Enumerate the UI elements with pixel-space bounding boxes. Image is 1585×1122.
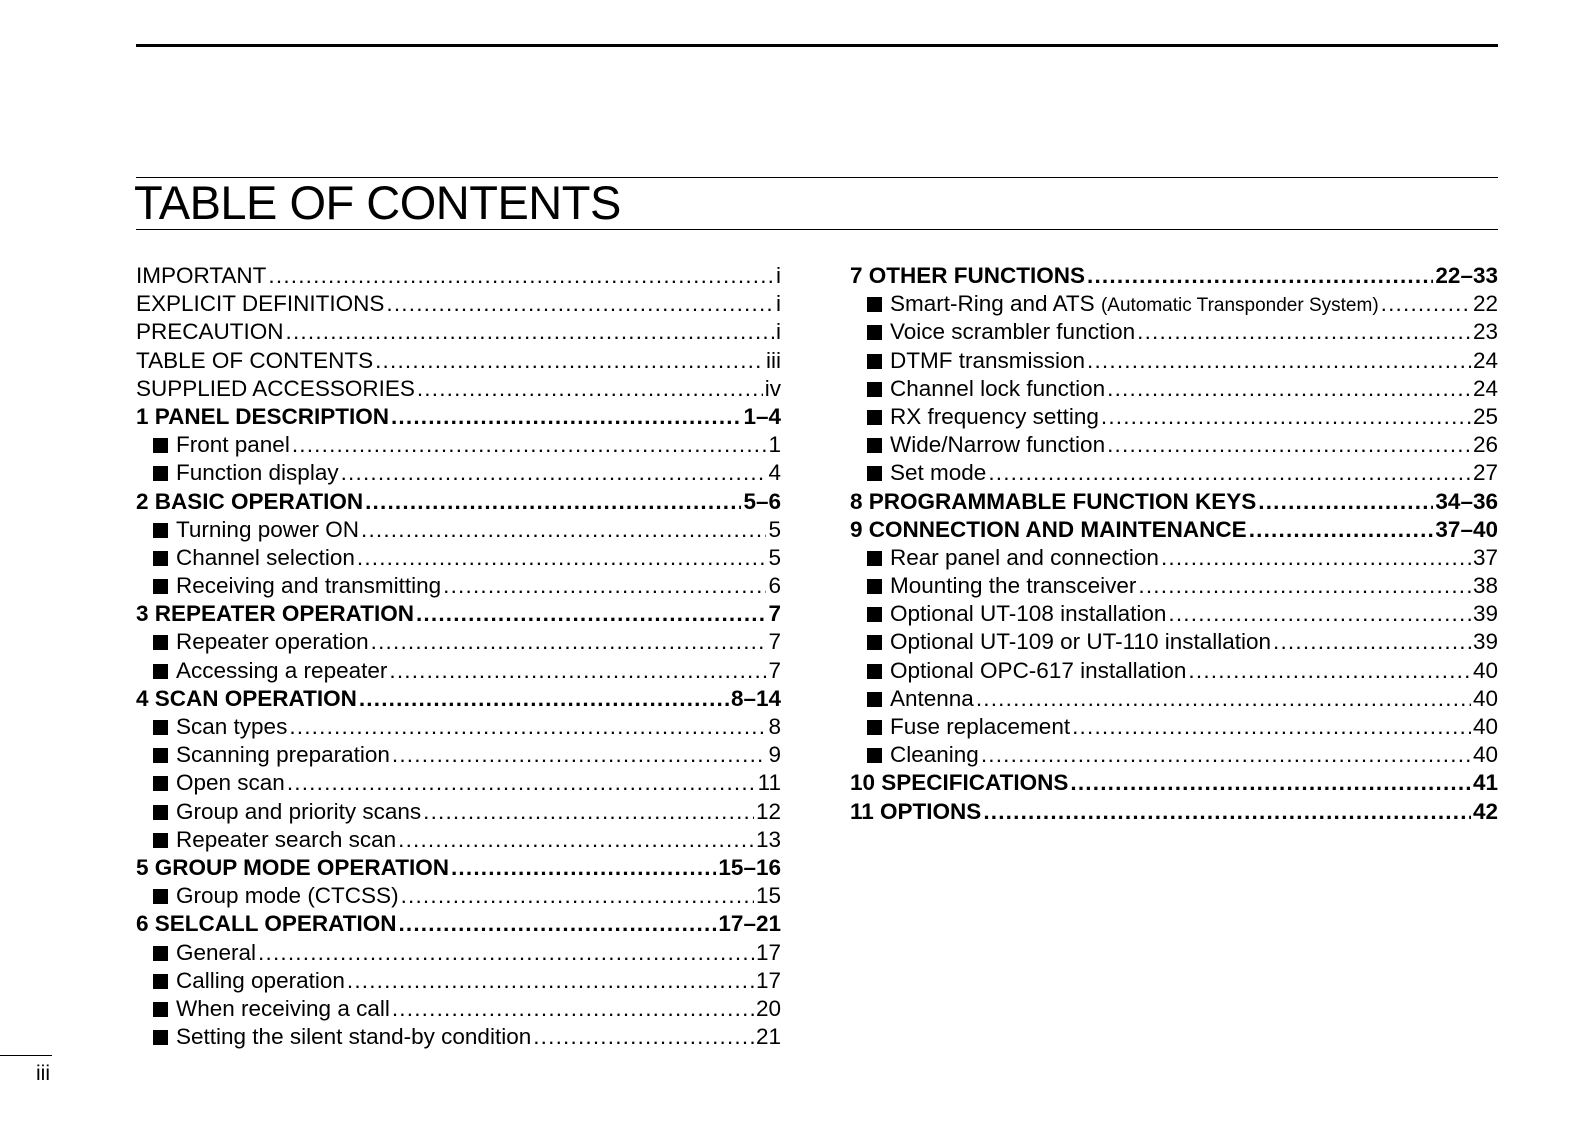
toc-page-number: 11	[757, 770, 781, 796]
square-bullet-icon	[153, 579, 168, 594]
toc-page-number: 38	[1472, 573, 1498, 599]
dot-leader	[1381, 290, 1471, 318]
toc-section-entry[interactable]	[850, 572, 1498, 600]
toc-page-number: 8–14	[730, 685, 781, 711]
dot-leader	[392, 995, 754, 1023]
square-bullet-icon	[867, 382, 882, 397]
toc-entry-label: 2 BASIC OPERATION	[136, 488, 364, 514]
toc-entry-label: Setting the silent stand-by condition	[176, 1024, 532, 1050]
toc-page-number: 24	[1472, 375, 1498, 401]
toc-entry-label: Wide/Narrow function	[890, 432, 1106, 458]
toc-page-number: 5–6	[743, 488, 781, 514]
toc-section-entry[interactable]	[136, 628, 781, 656]
dot-leader	[1258, 488, 1433, 516]
toc-entry-label: SUPPLIED ACCESSORIES	[136, 375, 415, 401]
toc-page-number: 21	[755, 1024, 781, 1050]
square-bullet-icon	[867, 692, 882, 707]
dot-leader	[286, 318, 774, 346]
dot-leader	[401, 882, 754, 910]
square-bullet-icon	[867, 410, 882, 425]
toc-section-entry[interactable]	[136, 713, 781, 741]
toc-page-number: 41	[1472, 770, 1498, 796]
toc-page-number: 39	[1472, 629, 1498, 655]
toc-entry-label: IMPORTANT	[136, 263, 267, 288]
toc-entry-label: TABLE OF CONTENTS	[136, 347, 374, 373]
square-bullet-icon	[153, 1002, 168, 1017]
square-bullet-icon	[153, 664, 168, 679]
dot-leader	[1161, 544, 1471, 572]
toc-page-number: 37	[1472, 544, 1498, 570]
toc-entry-label: Cleaning	[890, 742, 979, 768]
dot-leader	[292, 431, 767, 459]
dot-leader	[289, 713, 766, 741]
toc-entry-label: RX frequency setting	[890, 403, 1099, 429]
toc-chapter-entry[interactable]	[136, 910, 781, 938]
toc-entry-label: Mounting the transceiver	[890, 573, 1137, 599]
toc-page-number: 27	[1472, 460, 1498, 486]
dot-leader	[357, 544, 767, 572]
toc-entry-label: 8 PROGRAMMABLE FUNCTION KEYS	[850, 488, 1257, 514]
toc-entry-label: Calling operation	[176, 967, 345, 993]
toc-section-entry[interactable]	[850, 375, 1498, 403]
square-bullet-icon	[867, 635, 882, 650]
dot-leader	[389, 657, 766, 685]
toc-section-entry[interactable]	[850, 628, 1498, 656]
dot-leader	[365, 488, 741, 516]
toc-entry-label: 6 SELCALL OPERATION	[136, 911, 397, 937]
dot-leader	[983, 798, 1471, 826]
toc-section-entry[interactable]	[136, 657, 781, 685]
dot-leader	[386, 290, 774, 318]
toc-section-entry[interactable]	[136, 995, 781, 1023]
toc-front-entry[interactable]	[136, 375, 781, 403]
toc-chapter-entry[interactable]	[850, 488, 1498, 516]
toc-section-entry[interactable]	[850, 459, 1498, 487]
toc-section-entry[interactable]	[136, 516, 781, 544]
square-bullet-icon	[153, 1030, 168, 1045]
toc-entry-label: Scan types	[176, 714, 288, 739]
square-bullet-icon	[153, 720, 168, 735]
dot-leader	[258, 939, 754, 967]
dot-leader	[1273, 628, 1471, 656]
dot-leader	[268, 262, 774, 290]
toc-page-number: 12	[755, 798, 781, 824]
toc-section-entry[interactable]	[136, 967, 781, 995]
toc-entry-label: DTMF transmission	[890, 347, 1086, 373]
toc-section-entry[interactable]	[850, 544, 1498, 572]
toc-page-number: 40	[1472, 714, 1498, 739]
toc-page-number: i	[776, 319, 781, 345]
toc-page-number: i	[776, 291, 781, 317]
toc-entry-label: Channel selection	[176, 544, 355, 570]
page-number: iii	[36, 1062, 50, 1085]
dot-leader	[1138, 572, 1471, 600]
toc-page-number: 26	[1472, 432, 1498, 458]
toc-entry-label: General	[176, 939, 257, 965]
dot-leader	[1072, 713, 1471, 741]
square-bullet-icon	[867, 720, 882, 735]
toc-page-number: 1–4	[743, 403, 781, 429]
toc-section-entry[interactable]	[136, 939, 781, 967]
toc-page-number: 25	[1472, 403, 1498, 429]
toc-entry-label: 7 OTHER FUNCTIONS	[850, 263, 1086, 288]
toc-entry-note: (Automatic Transponder System)	[1100, 295, 1379, 317]
toc-chapter-entry[interactable]	[850, 262, 1498, 290]
footer-rule	[0, 1055, 52, 1056]
toc-page-number: 39	[1472, 601, 1498, 627]
toc-front-entry[interactable]	[136, 290, 781, 318]
toc-right-column	[850, 262, 1498, 826]
dot-leader	[1188, 657, 1471, 685]
dot-leader	[981, 741, 1471, 769]
toc-page-number: iii	[766, 347, 781, 373]
toc-page-number: 22–33	[1435, 263, 1498, 288]
dot-leader	[423, 798, 754, 826]
title-rule-bottom	[136, 229, 1498, 230]
toc-entry-label: Smart-Ring and ATS	[890, 291, 1095, 317]
toc-section-entry[interactable]	[136, 882, 781, 910]
toc-section-entry[interactable]	[136, 544, 781, 572]
dot-leader	[347, 967, 754, 995]
toc-entry-label: When receiving a call	[176, 995, 390, 1021]
square-bullet-icon	[153, 551, 168, 566]
toc-page-number: 24	[1472, 347, 1498, 373]
toc-entry-label: EXPLICIT DEFINITIONS	[136, 291, 385, 317]
toc-section-entry[interactable]	[136, 431, 781, 459]
dot-leader	[988, 459, 1471, 487]
square-bullet-icon	[153, 805, 168, 820]
toc-chapter-entry[interactable]	[136, 854, 781, 882]
toc-left-column	[136, 262, 781, 1051]
toc-entry-label: Open scan	[176, 770, 285, 796]
dot-leader	[371, 628, 767, 656]
toc-section-entry[interactable]	[850, 318, 1498, 346]
toc-page-number: 40	[1472, 742, 1498, 768]
toc-page-number: 1	[768, 432, 781, 458]
toc-page-number: 4	[768, 460, 781, 486]
dot-leader	[1101, 403, 1471, 431]
dot-leader	[533, 1023, 754, 1051]
toc-page-number: 8	[768, 714, 781, 739]
toc-entry-label: 9 CONNECTION AND MAINTENANCE	[850, 516, 1247, 542]
toc-entry-label: Antenna	[890, 685, 974, 711]
toc-entry-label: Set mode	[890, 460, 987, 486]
toc-front-entry[interactable]	[136, 347, 781, 375]
toc-entry-label: Function display	[176, 460, 339, 486]
toc-section-entry[interactable]	[850, 431, 1498, 459]
toc-page-number: 17	[755, 939, 781, 965]
toc-page-number: 15	[755, 883, 781, 909]
toc-entry-label: 5 GROUP MODE OPERATION	[136, 854, 449, 880]
toc-front-entry[interactable]	[136, 262, 781, 290]
toc-page-number: 17–21	[718, 911, 781, 937]
dot-leader	[1107, 431, 1471, 459]
toc-entry-label: Repeater operation	[176, 629, 369, 655]
toc-entry-label: Receiving and transmitting	[176, 573, 442, 599]
toc-page-number: 9	[768, 742, 781, 768]
page-title: TABLE OF CONTENTS	[134, 176, 621, 229]
dot-leader	[417, 375, 763, 403]
toc-page-number: 15–16	[718, 854, 781, 880]
toc-page-number: 42	[1472, 798, 1498, 824]
toc-page-number: 23	[1472, 319, 1498, 345]
square-bullet-icon	[153, 523, 168, 538]
square-bullet-icon	[153, 833, 168, 848]
toc-chapter-entry[interactable]	[136, 403, 781, 431]
toc-entry-label: Voice scrambler function	[890, 319, 1136, 345]
dot-leader	[976, 685, 1471, 713]
toc-chapter-entry[interactable]	[850, 516, 1498, 544]
dot-leader	[1087, 347, 1471, 375]
toc-entry-label: Turning power ON	[176, 516, 359, 542]
toc-page-number: 5	[768, 544, 781, 570]
toc-section-entry[interactable]	[850, 600, 1498, 628]
square-bullet-icon	[153, 974, 168, 989]
toc-entry-label: 11 OPTIONS	[850, 798, 982, 824]
dot-leader	[398, 826, 754, 854]
toc-section-entry[interactable]	[136, 741, 781, 769]
toc-page-number: iv	[764, 375, 781, 401]
square-bullet-icon	[867, 551, 882, 566]
square-bullet-icon	[153, 889, 168, 904]
toc-section-entry[interactable]	[850, 657, 1498, 685]
square-bullet-icon	[153, 776, 168, 791]
dot-leader	[443, 572, 766, 600]
toc-entry-label: Rear panel and connection	[890, 544, 1159, 570]
header-rule	[136, 44, 1498, 47]
toc-page-number: 22	[1472, 291, 1498, 317]
toc-entry-label: 4 SCAN OPERATION	[136, 685, 357, 711]
toc-section-entry[interactable]	[850, 685, 1498, 713]
square-bullet-icon	[867, 354, 882, 369]
square-bullet-icon	[867, 748, 882, 763]
toc-page-number: 40	[1472, 685, 1498, 711]
toc-section-entry[interactable]	[850, 290, 1498, 318]
toc-chapter-entry[interactable]	[850, 798, 1498, 826]
toc-page-number: 34–36	[1435, 488, 1498, 514]
toc-section-entry[interactable]	[850, 347, 1498, 375]
toc-page-number: 37–40	[1435, 516, 1498, 542]
toc-page-number: 40	[1472, 657, 1498, 683]
toc-entry-label: Channel lock function	[890, 375, 1106, 401]
dot-leader	[1070, 769, 1471, 797]
dot-leader	[341, 459, 767, 487]
square-bullet-icon	[867, 579, 882, 594]
square-bullet-icon	[867, 297, 882, 312]
toc-entry-label: 1 PANEL DESCRIPTION	[136, 403, 389, 429]
toc-section-entry[interactable]	[850, 713, 1498, 741]
toc-section-entry[interactable]	[136, 459, 781, 487]
toc-page-number: 6	[768, 573, 781, 599]
toc-front-entry[interactable]	[136, 318, 781, 346]
toc-page-number: 17	[755, 967, 781, 993]
toc-entry-label: Optional OPC-617 installation	[890, 657, 1187, 683]
square-bullet-icon	[153, 748, 168, 763]
dot-leader	[1249, 516, 1434, 544]
toc-page-number: 7	[768, 657, 781, 683]
dot-leader	[1107, 375, 1471, 403]
dot-leader	[391, 403, 741, 431]
dot-leader	[361, 516, 766, 544]
toc-chapter-entry[interactable]	[136, 600, 781, 628]
toc-chapter-entry[interactable]	[136, 685, 781, 713]
square-bullet-icon	[867, 466, 882, 481]
toc-page-number: i	[776, 263, 781, 288]
toc-chapter-entry[interactable]	[136, 488, 781, 516]
dot-leader	[359, 685, 729, 713]
dot-leader	[375, 347, 764, 375]
toc-entry-label: PRECAUTION	[136, 319, 284, 345]
toc-entry-label: Group mode (CTCSS)	[176, 883, 399, 909]
square-bullet-icon	[867, 438, 882, 453]
toc-entry-label: Optional UT-109 or UT-110 installation	[890, 629, 1272, 655]
square-bullet-icon	[867, 325, 882, 340]
square-bullet-icon	[153, 946, 168, 961]
toc-entry-label: 3 REPEATER OPERATION	[136, 601, 414, 627]
toc-entry-label: Accessing a repeater	[176, 657, 388, 683]
toc-entry-label: Fuse replacement	[890, 714, 1071, 739]
dot-leader	[451, 854, 716, 882]
dot-leader	[1168, 600, 1471, 628]
toc-section-entry[interactable]	[136, 769, 781, 797]
dot-leader	[416, 600, 767, 628]
toc-page-number: 20	[755, 995, 781, 1021]
toc-section-entry[interactable]	[850, 741, 1498, 769]
dot-leader	[1137, 318, 1471, 346]
square-bullet-icon	[867, 607, 882, 622]
square-bullet-icon	[153, 466, 168, 481]
toc-page-number: 7	[768, 601, 781, 627]
toc-entry-label: Group and priority scans	[176, 798, 422, 824]
toc-entry-label: Optional UT-108 installation	[890, 601, 1167, 627]
dot-leader	[1087, 262, 1433, 290]
toc-section-entry[interactable]	[136, 572, 781, 600]
toc-entry-label: Repeater search scan	[176, 826, 397, 852]
toc-section-entry[interactable]	[136, 1023, 781, 1051]
toc-chapter-entry[interactable]	[850, 769, 1498, 797]
toc-section-entry[interactable]	[136, 798, 781, 826]
toc-entry-label: 10 SPECIFICATIONS	[850, 770, 1069, 796]
dot-leader	[287, 769, 756, 797]
square-bullet-icon	[153, 635, 168, 650]
dot-leader	[392, 741, 767, 769]
toc-page-number: 5	[768, 516, 781, 542]
toc-page-number: 13	[755, 826, 781, 852]
toc-page-number: 7	[768, 629, 781, 655]
dot-leader	[398, 910, 716, 938]
square-bullet-icon	[153, 438, 168, 453]
toc-entry-label: Front panel	[176, 432, 290, 458]
toc-section-entry[interactable]	[136, 826, 781, 854]
toc-section-entry[interactable]	[850, 403, 1498, 431]
toc-entry-label: Scanning preparation	[176, 742, 390, 768]
square-bullet-icon	[867, 664, 882, 679]
